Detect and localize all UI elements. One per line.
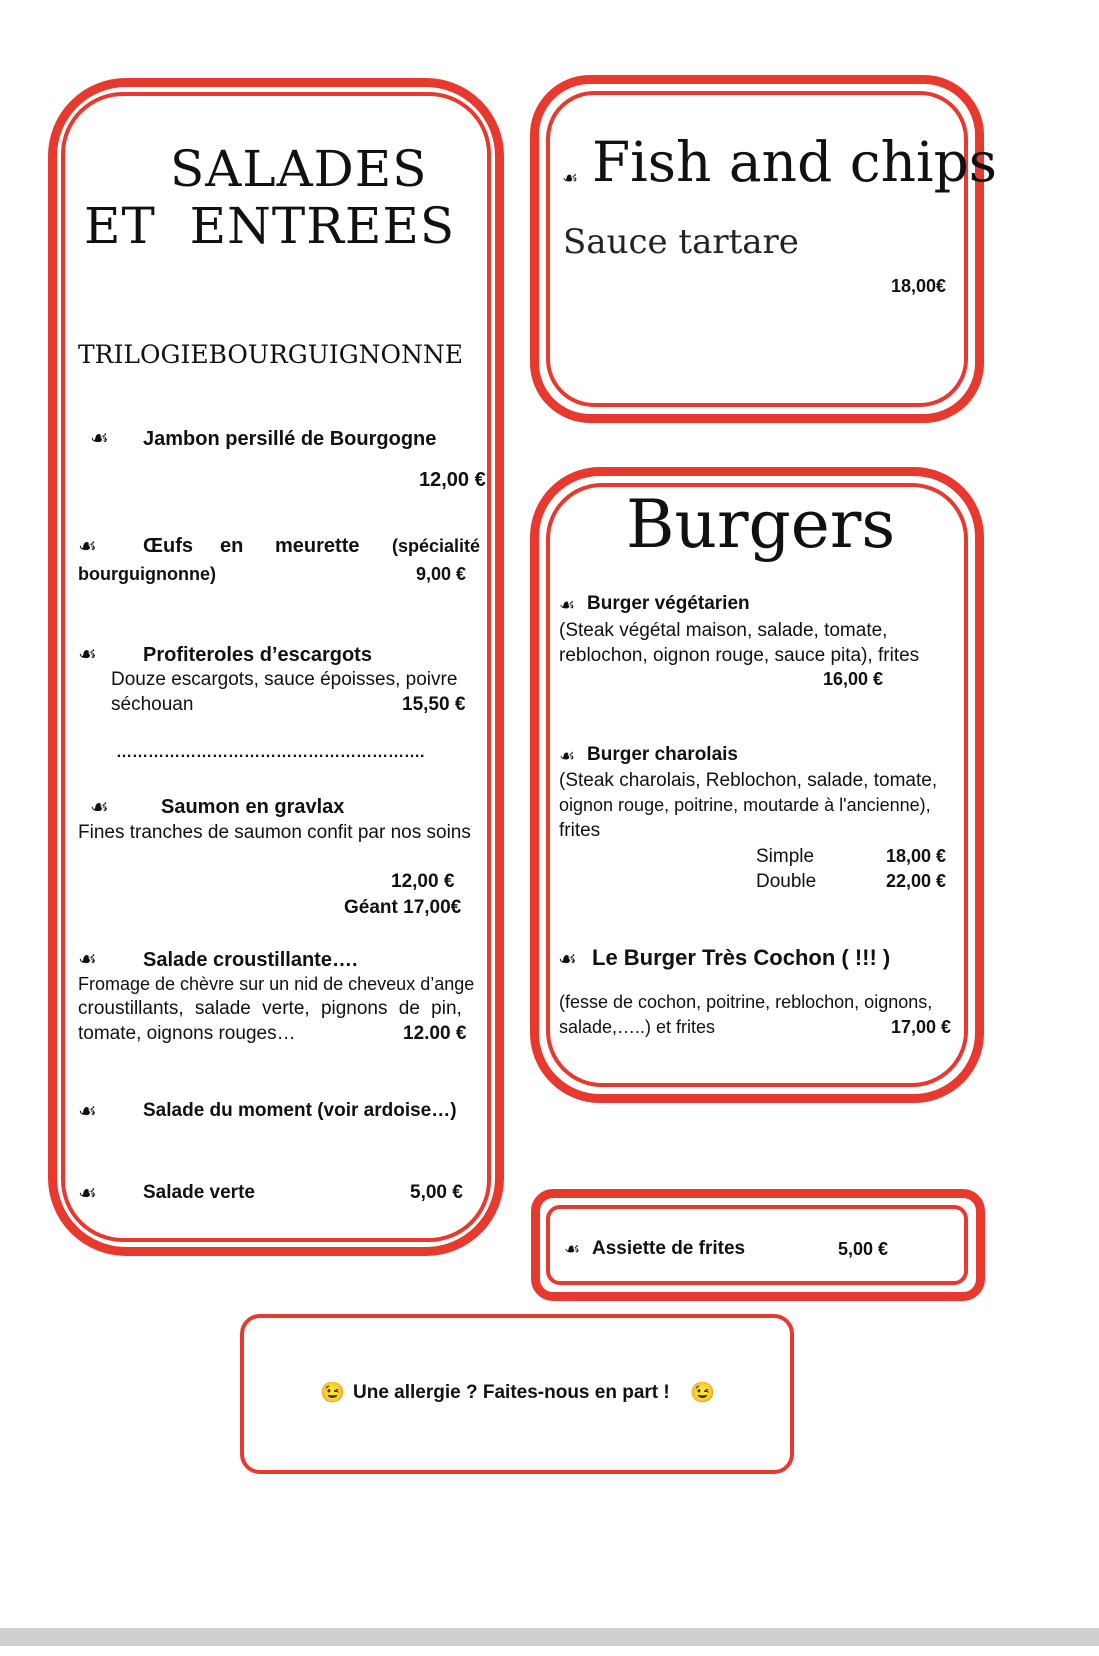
ornament-icon: ☙ [559, 746, 576, 767]
ornament-icon: ☙ [564, 1239, 581, 1260]
menu-item-desc: Fines tranches de saumon confit par nos soins [78, 822, 471, 843]
menu-item-desc: croustillants, salade verte, pignons de pin, [78, 998, 462, 1019]
menu-item-desc: Douze escargots, sauce époisses, poivre [111, 669, 458, 690]
ornament-icon: ☙ [558, 947, 577, 971]
burger-name: Le Burger Très Cochon ( !!! ) [592, 945, 891, 970]
menu-item-price: 12,00 € [391, 871, 455, 892]
burger-double-label: Double [756, 871, 817, 892]
menu-item-desc: Fromage de chèvre sur un nid de cheveux d’ange [78, 974, 475, 994]
fish-title: Fish and chips [592, 130, 998, 194]
frites-name: Assiette de frites [592, 1238, 746, 1259]
burger-price: 17,00 € [891, 1017, 952, 1037]
menu-item-name: Jambon persillé de Bourgogne [143, 428, 437, 450]
menu-item-desc: séchouan [111, 694, 194, 715]
burger-desc: reblochon, oignon rouge, sauce pita), frites [559, 645, 920, 666]
fish-price: 18,00€ [891, 276, 947, 296]
salades-title-line1: SALADES [170, 140, 428, 198]
menu-item-price-geant: Géant 17,00€ [344, 897, 462, 918]
menu-item-name: Salade croustillante…. [143, 949, 358, 971]
fish-sauce: Sauce tartare [563, 222, 799, 262]
menu-item-price: 15,50 € [402, 694, 466, 715]
menu-item-name: Salade du moment (voir ardoise…) [143, 1100, 457, 1121]
menu-item-price: 5,00 € [410, 1182, 463, 1203]
burger-desc: (Steak végétal maison, salade, tomate, [559, 620, 888, 641]
burger-simple-label: Simple [756, 846, 815, 867]
ornament-icon: ☙ [78, 534, 97, 558]
ornament-icon: ☙ [90, 426, 109, 450]
menu-item-price: 9,00 € [416, 564, 467, 584]
ornament-icon: ☙ [562, 168, 579, 189]
ornament-icon: ☙ [559, 595, 576, 616]
menu-item-name-word: en [220, 535, 244, 557]
salades-title-line2: ET ENTREES [84, 197, 456, 255]
menu-item-name: Profiteroles d’escargots [143, 644, 372, 666]
burger-desc: oignon rouge, poitrine, moutarde à l'ancienne), [559, 795, 931, 815]
burger-desc: frites [559, 820, 601, 841]
ornament-icon: ☙ [78, 947, 97, 971]
burger-price: 16,00 € [823, 669, 884, 689]
menu-item-price: 12.00 € [403, 1023, 467, 1044]
menu-item-name: Salade verte [143, 1182, 255, 1203]
burgers-title: Burgers [626, 486, 896, 563]
menu-item-name-word: meurette [275, 535, 360, 557]
allergy-text: Une allergie ? Faites-nous en part ! [353, 1382, 670, 1403]
burger-desc: salade,…..) et frites [559, 1017, 716, 1037]
bottom-scroll-bar[interactable] [0, 1628, 1099, 1646]
burger-desc: (Steak charolais, Reblochon, salade, tomate, [559, 770, 938, 791]
salades-subtitle: TRILOGIEBOURGUIGNONNE [78, 340, 464, 369]
wink-emoji-icon: 😉 [690, 1382, 715, 1404]
ornament-icon: ☙ [78, 642, 97, 666]
salades-frame-inner [61, 92, 491, 1242]
menu-item-price: 12,00 € [419, 469, 486, 491]
burger-simple-price: 18,00 € [886, 846, 947, 866]
menu-item-name-word: Œufs [143, 535, 193, 557]
menu-item-name-line2: bourguignonne) [78, 564, 216, 584]
burger-double-price: 22,00 € [886, 871, 947, 891]
ornament-icon: ☙ [78, 1181, 97, 1205]
wink-emoji-icon: 😉 [320, 1382, 345, 1404]
burger-desc: (fesse de cochon, poitrine, reblochon, oignons, [559, 992, 933, 1012]
menu-item-name-word: (spécialité [392, 536, 481, 556]
separator-dots: …………………………………………………. [116, 744, 425, 761]
frites-price: 5,00 € [838, 1239, 889, 1259]
ornament-icon: ☙ [78, 1099, 97, 1123]
ornament-icon: ☙ [90, 795, 109, 819]
burger-name: Burger charolais [587, 744, 738, 765]
menu-item-name: Saumon en gravlax [161, 796, 345, 818]
burger-name: Burger végétarien [587, 593, 750, 614]
menu-item-desc: tomate, oignons rouges… [78, 1023, 296, 1044]
